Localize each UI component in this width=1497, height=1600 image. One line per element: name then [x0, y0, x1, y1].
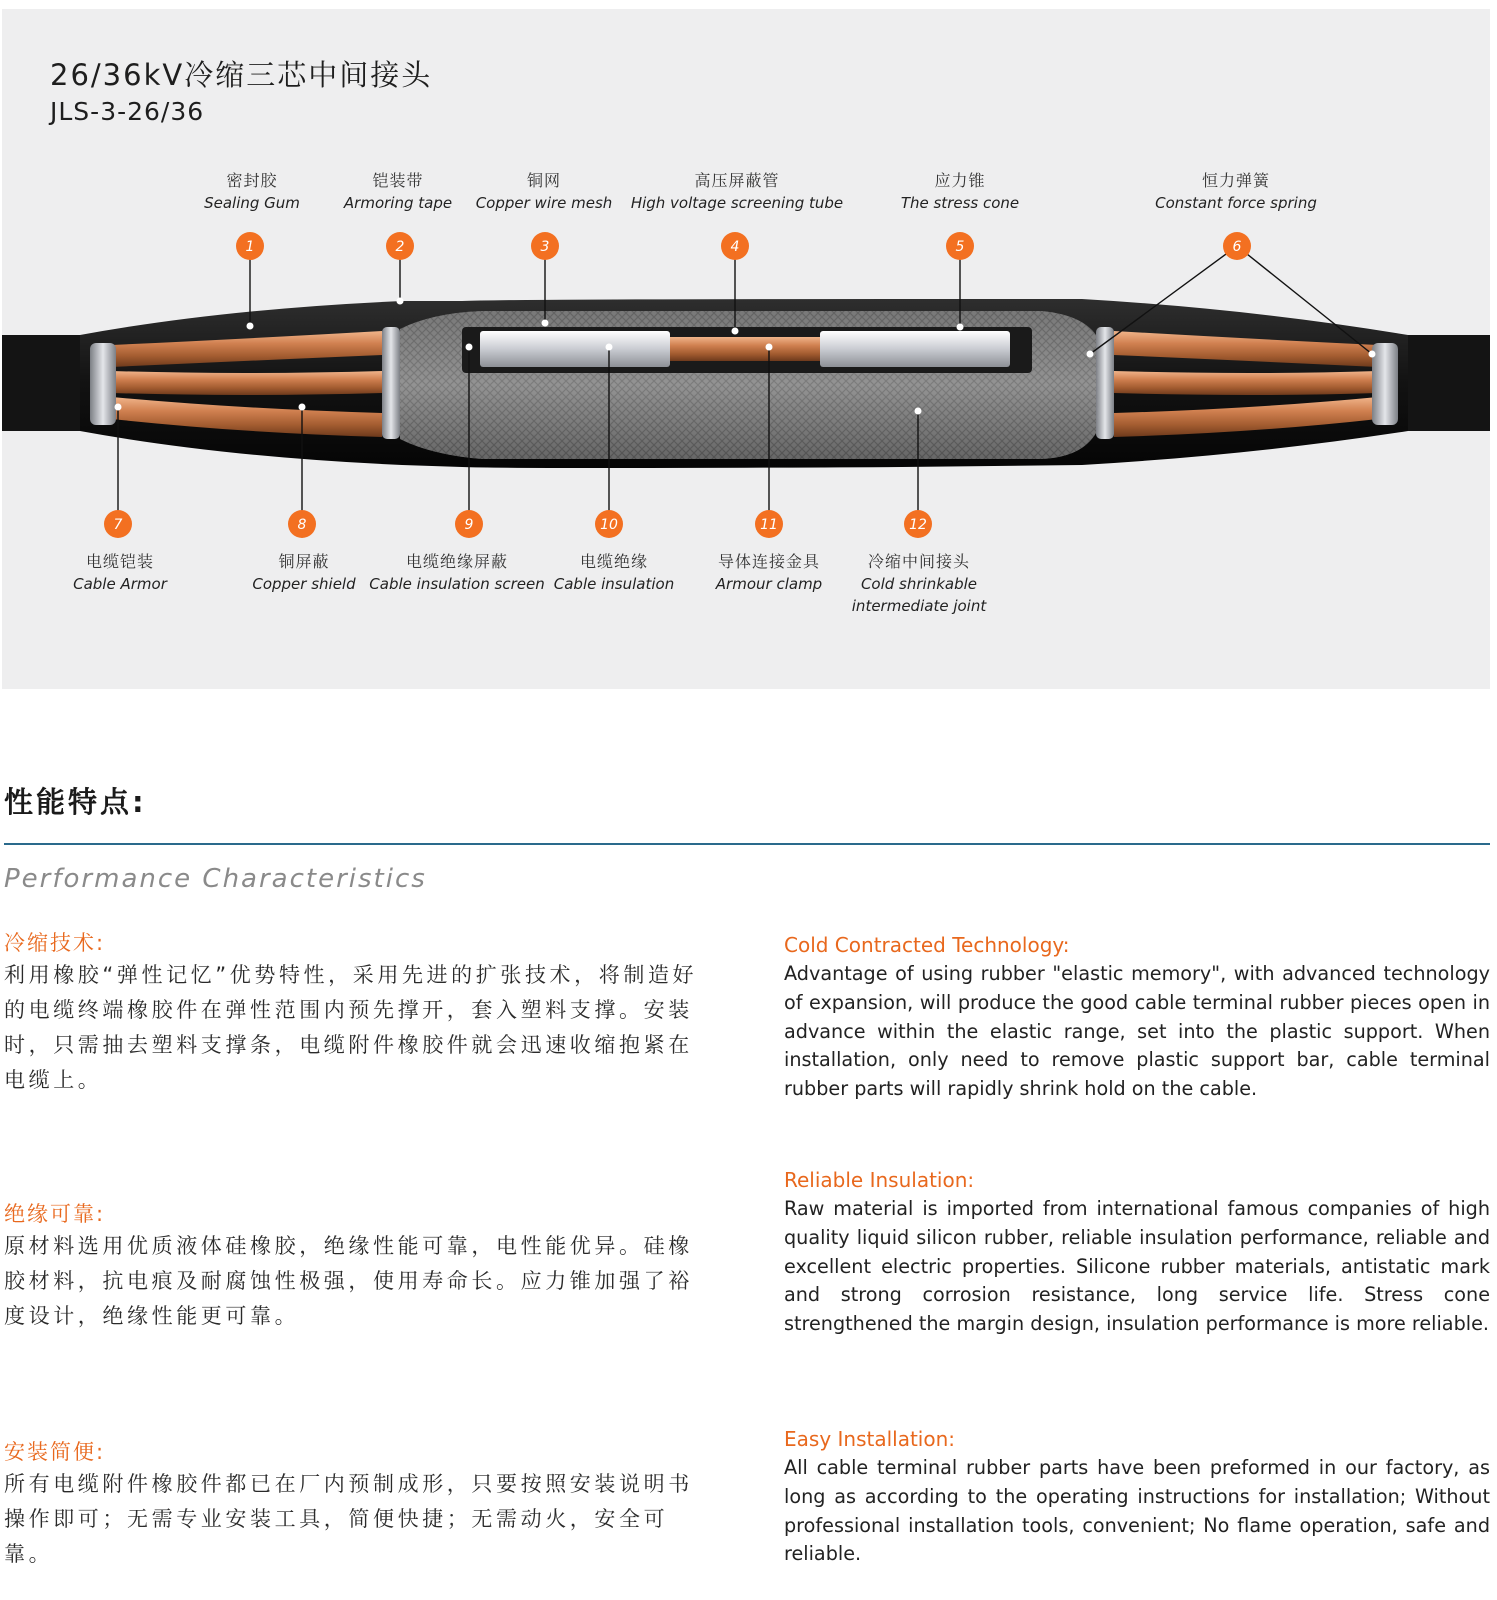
- left-inner-ring: [382, 327, 400, 439]
- callout-12-zh: 冷缩中间接头: [867, 552, 970, 571]
- leader-dot-4: [732, 328, 739, 335]
- leader-dot-10: [606, 344, 613, 351]
- callout-3-en: Copper wire mesh: [475, 194, 613, 212]
- callout-5-label: [850, 170, 1070, 214]
- feature-1-zh-heading: 冷缩技术:: [4, 931, 106, 955]
- callout-8-zh: 铜屏蔽: [278, 552, 330, 571]
- marker-number-12: 12: [909, 517, 927, 533]
- marker-number-11: 11: [760, 517, 778, 533]
- feature-3-en-heading: Easy Installation:: [784, 1427, 956, 1451]
- leader-dot-7: [115, 404, 122, 411]
- right-cable-end: [1407, 335, 1490, 431]
- feature-1-zh: [4, 928, 716, 1098]
- callout-4-zh: 高压屏蔽管: [694, 171, 780, 190]
- callout-6-zh: 恒力弹簧: [1201, 171, 1270, 190]
- leader-dot-12: [915, 408, 922, 415]
- marker-number-10: 10: [600, 517, 618, 533]
- callout-4-en: High voltage screening tube: [630, 194, 844, 212]
- callout-12-en-line2: intermediate joint: [851, 597, 987, 615]
- leader-dot-6: [1369, 351, 1376, 358]
- marker-number-5: 5: [955, 239, 965, 255]
- callout-5-en: The stress cone: [900, 194, 1020, 212]
- marker-number-3: 3: [540, 239, 550, 255]
- callout-7-en: Cable Armor: [73, 575, 167, 593]
- marker-number-4: 4: [730, 239, 740, 255]
- leader-dot-3: [542, 320, 549, 327]
- left-armor-ring: [90, 343, 116, 425]
- leader-dot-2: [397, 298, 404, 305]
- left-cable-end: [2, 335, 82, 431]
- feature-3-en-body: All cable terminal rubber parts have been preformed in our factory, as long as according to the operating instructions for installation; Without professional installation tools, convenient; No flame operation, safe and reliable.: [784, 1456, 1490, 1566]
- callout-6-en: Constant force spring: [1155, 194, 1317, 212]
- leader-dot-9: [466, 344, 473, 351]
- feature-1-en-heading: Cold Contracted Technology:: [784, 933, 1070, 957]
- callout-11-en: Armour clamp: [715, 575, 823, 593]
- feature-2-en-body: Raw material is imported from international famous companies of high quality liquid silicon rubber, reliable insulation performance, reliable and excellent electric properties. Silicone rubber materials, antistatic mark and strong corrosion resistance, long service life. Stress cone strengthened the margin design, insulation performance is more reliable.: [784, 1197, 1490, 1336]
- stress-cone-left: [480, 331, 670, 367]
- callout-5-zh: 应力锥: [934, 171, 986, 190]
- feature-3-zh-body: 所有电缆附件橡胶件都已在厂内预制成形，只要按照安装说明书操作即可；无需专业安装工具，简便快捷；无需动火，安全可靠。: [4, 1472, 693, 1566]
- feature-2-zh-body: 原材料选用优质液体硅橡胶，绝缘性能可靠，电性能优异。硅橡胶材料，抗电痕及耐腐蚀性极强，使用寿命长。应力锥加强了裕度设计，绝缘性能更可靠。: [4, 1234, 693, 1328]
- section-divider: [4, 843, 1490, 845]
- marker-number-6: 6: [1232, 239, 1242, 255]
- section-subtitle: Performance Characteristics: [4, 864, 427, 894]
- leader-dot-11: [766, 344, 773, 351]
- callout-8-en: Copper shield: [252, 575, 356, 593]
- feature-1-en: [784, 930, 1490, 1104]
- feature-2-zh-heading: 绝缘可靠:: [4, 1202, 106, 1226]
- right-armor-ring: [1372, 343, 1398, 425]
- feature-3-zh: [4, 1437, 716, 1572]
- leader-dot-1: [247, 323, 254, 330]
- feature-1-zh-body: 利用橡胶“弹性记忆”优势特性，采用先进的扩张技术，将制造好的电缆终端橡胶件在弹性范围内预先撑开，套入塑料支撑。安装时，只需抽去塑料支撑条，电缆附件橡胶件就会迅速收缩抱紧在电缆上。: [4, 963, 698, 1092]
- callout-11-zh: 导体连接金具: [717, 552, 820, 571]
- screening-tube: [670, 337, 820, 361]
- callout-7-zh: 电缆铠装: [85, 552, 154, 571]
- callout-9-en: Cable insulation screen: [369, 575, 545, 593]
- product-title: 26/36kV冷缩三芯中间接头: [50, 58, 433, 92]
- stress-cone-right: [820, 331, 1010, 367]
- callout-10-zh: 电缆绝缘: [579, 552, 648, 571]
- diagram-panel: [2, 9, 1490, 689]
- right-copper-cores: [1114, 331, 1378, 437]
- leader-dot-5: [957, 324, 964, 331]
- callout-9-zh: 电缆绝缘屏蔽: [405, 552, 508, 571]
- feature-3-en: [784, 1424, 1490, 1569]
- marker-number-7: 7: [113, 517, 123, 533]
- feature-1-en-body: Advantage of using rubber "elastic memory", with advanced technology of expansion, will produce the good cable terminal rubber pieces open in advance within the elastic range, set into the plastic support. When installation, only need to remove plastic support bar, cable terminal rubber parts will rapidly shrink hold on the cable.: [784, 962, 1490, 1101]
- callout-4-label: [627, 170, 847, 214]
- callout-10-en: Cable insulation: [553, 575, 675, 593]
- marker-number-9: 9: [464, 517, 474, 533]
- model-number: JLS-3-26/36: [50, 97, 205, 126]
- leader-dot-8: [299, 404, 306, 411]
- callout-12-en: Cold shrinkable: [860, 575, 978, 593]
- callout-12-label: [809, 551, 1029, 617]
- left-copper-cores: [112, 331, 382, 437]
- feature-2-en-heading: Reliable Insulation:: [784, 1168, 975, 1192]
- leader-dot-6: [1087, 351, 1094, 358]
- callout-2-en: Armoring tape: [343, 194, 453, 212]
- feature-2-en: [784, 1165, 1490, 1339]
- callout-1-en: Sealing Gum: [204, 194, 300, 212]
- feature-2-zh: [4, 1199, 716, 1334]
- callout-6-label: [1126, 170, 1346, 214]
- callout-2-zh: 铠装带: [372, 171, 424, 190]
- callout-1-zh: 密封胶: [226, 171, 278, 190]
- marker-number-2: 2: [395, 239, 405, 255]
- marker-number-8: 8: [297, 517, 307, 533]
- section-title: 性能特点:: [4, 785, 147, 819]
- callout-3-zh: 铜网: [526, 171, 561, 190]
- marker-number-1: 1: [245, 239, 255, 255]
- callout-3-label: [434, 170, 654, 214]
- feature-3-zh-heading: 安装简便:: [4, 1440, 106, 1464]
